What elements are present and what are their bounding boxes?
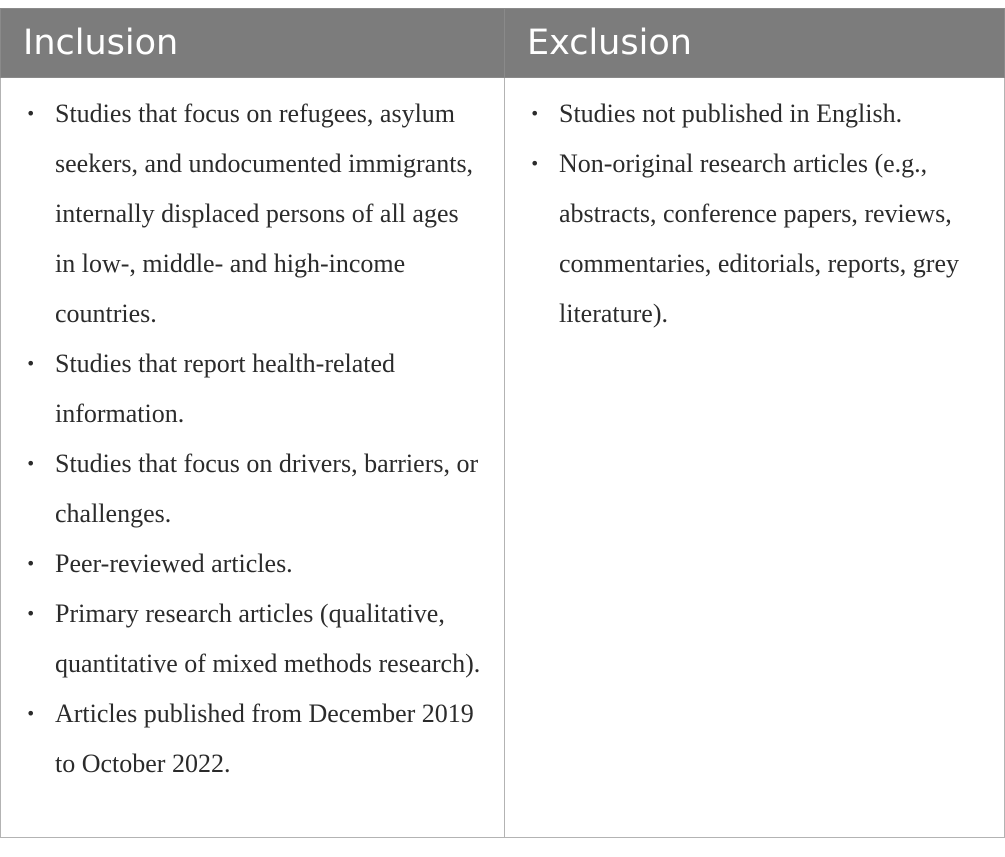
exclusion-item-text: Studies not published in English. <box>559 99 903 128</box>
exclusion-cell <box>505 78 1005 838</box>
bullet-icon: • <box>530 154 540 173</box>
criteria-row <box>1 78 1005 838</box>
exclusion-item <box>505 139 1004 339</box>
bullet-icon: • <box>26 354 36 373</box>
exclusion-list <box>505 78 1004 339</box>
inclusion-item-text: Studies that report health-related information. <box>55 349 396 428</box>
bullet-icon: • <box>26 604 36 623</box>
inclusion-item-text: Peer-reviewed articles. <box>55 549 293 578</box>
exclusion-item <box>505 89 1004 139</box>
exclusion-header: Exclusion <box>505 9 1005 78</box>
inclusion-item <box>1 339 504 439</box>
inclusion-cell <box>1 78 505 838</box>
inclusion-item <box>1 539 504 589</box>
bullet-icon: • <box>26 554 36 573</box>
inclusion-list <box>1 78 504 789</box>
bullet-icon: • <box>530 104 540 123</box>
inclusion-item <box>1 689 504 789</box>
inclusion-item-text: Articles published from December 2019 to October 2022. <box>55 699 474 778</box>
inclusion-item <box>1 89 504 339</box>
inclusion-item <box>1 589 504 689</box>
inclusion-item-text: Studies that focus on refugees, asylum seekers, and undocumented immigrants, internally displaced persons of all ages in low-, middle- and high-income countries. <box>55 99 474 328</box>
inclusion-item <box>1 439 504 539</box>
header-row <box>1 9 1005 78</box>
inclusion-item-text: Studies that focus on drivers, barriers, or challenges. <box>55 449 479 528</box>
bullet-icon: • <box>26 454 36 473</box>
inclusion-header: Inclusion <box>1 9 505 78</box>
inclusion-item-text: Primary research articles (qualitative, quantitative of mixed methods research). <box>55 599 481 678</box>
bullet-icon: • <box>26 104 36 123</box>
exclusion-item-text: Non-original research articles (e.g., abstracts, conference papers, reviews, commentaries, editorials, reports, grey literature). <box>559 149 959 328</box>
bullet-icon: • <box>26 704 36 723</box>
criteria-table <box>0 8 1005 838</box>
